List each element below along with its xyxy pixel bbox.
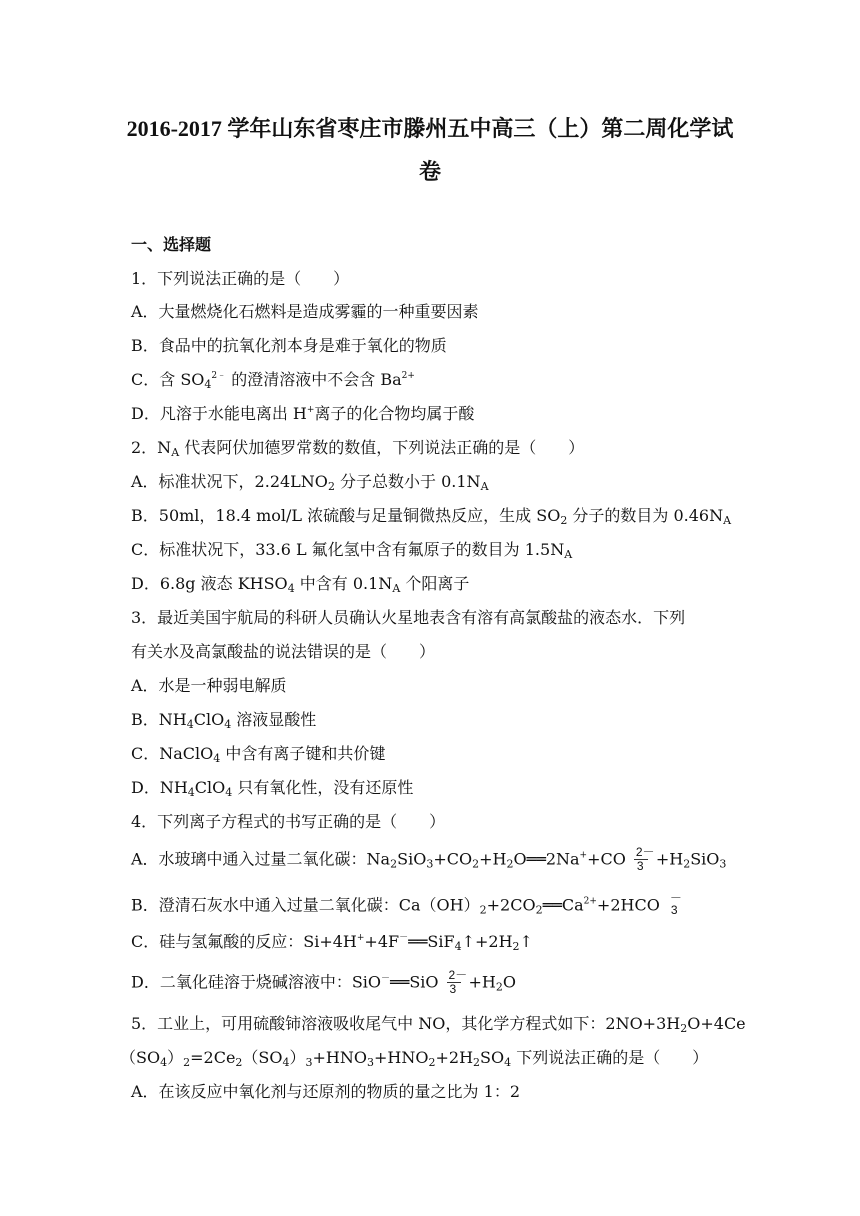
q4-option-b: B．澄清石灰水中通入过量二氧化碳：$Ca(OH)_2+2CO_2══Ca^{2+}+2HCO$ － 3 — [131, 891, 682, 917]
q4-option-a: A．水玻璃中通入过量二氧化碳：$Na_2SiO_3+CO_2+H_2O══2Na^++CO$ $\frac{2-}{3}$ $+H_2SiO_3$ — [131, 845, 727, 873]
exam-title-line-1: 2016-2017 学年山东省枣庄市滕州五中高三（上）第二周化学试 — [126, 116, 734, 141]
q3-stem-line-2: 有关水及高氯酸盐的说法错误的是（ ） — [131, 642, 436, 661]
section-heading: 一、选择题 — [131, 235, 212, 254]
bicarbonate-charge-fraction: － 3 — [669, 891, 682, 917]
q2-option-c: C．标准状况下，33.6 L 氟化氢中含有氟原子的数目为 $1.5N_A$ — [131, 540, 573, 561]
q1-option-c: C．含 $SO_4^{2﹣}$ 的澄清溶液中不会含 $Ba^{2+}$ — [131, 370, 415, 391]
silicate-charge-fraction: $\frac{2-}{3}$ — [448, 968, 468, 996]
exam-title-line-2: 卷 — [418, 159, 441, 184]
q5-stem-line-2: $(SO_4)_2=2Ce_2(SO_4)_3+HNO_3+HNO_2+2H_2SO_4$ 下列说法正确的是（ ） — [120, 1048, 709, 1069]
q5-option-a: A．在该反应中氧化剂与还原剂的物质的量之比为 1：2 — [131, 1082, 521, 1101]
q1-option-d: D．凡溶于水能电离出 H+离子的化合物均属于酸 — [131, 404, 475, 423]
q2-stem: 2．$N_A$ 代表阿伏加德罗常数的数值，下列说法正确的是（ ） — [131, 438, 585, 459]
q4-stem: 4．下列离子方程式的书写正确的是（ ） — [131, 812, 446, 831]
q1-option-b: B．食品中的抗氧化剂本身是难于氧化的物质 — [131, 336, 447, 355]
q2-option-d: D．6.8g 液态 $KHSO_4$ 中含有 $0.1N_A$ 个阳离子 — [131, 574, 470, 595]
q4-option-c: C．硅与氢氟酸的反应：$Si+4H^++4F^-══SiF_4↑+2H_2↑$ — [131, 932, 533, 953]
q1-option-a: A．大量燃烧化石燃料是造成雾霾的一种重要因素 — [131, 302, 479, 321]
q5-stem-line-1: 5．工业上，可用硫酸铈溶液吸收尾气中 NO，其化学方程式如下：$2NO+3H_2O+4Ce$ — [131, 1014, 746, 1035]
q3-option-d: D．$NH_4ClO_4$ 只有氧化性，没有还原性 — [131, 778, 414, 799]
q2-option-a: A．标准状况下，$2.24LNO_2$ 分子总数小于 $0.1N_A$ — [131, 472, 489, 493]
q3-option-a: A．水是一种弱电解质 — [131, 676, 287, 695]
q3-option-b: B．$NH_4ClO_4$ 溶液显酸性 — [131, 710, 317, 731]
q4-option-d: D．二氧化硅溶于烧碱溶液中：SiO－══SiO $\frac{2-}{3}$ $+H_2O$ — [131, 968, 516, 996]
carbonate-charge-fraction: $\frac{2-}{3}$ — [635, 845, 655, 873]
q3-stem-line-1: 3．最近美国宇航局的科研人员确认火星地表含有溶有高氯酸盐的液态水．下列 — [131, 608, 686, 627]
q2-option-b: B．50ml，18.4 mol/L 浓硫酸与足量铜微热反应，生成 $SO_2$ 分子的数目为 $0.46N_A$ — [131, 506, 732, 527]
q3-option-c: C．NaClO$_4$ 中含有离子键和共价键 — [131, 744, 386, 765]
q1-stem: 1．下列说法正确的是（ ） — [131, 269, 350, 288]
